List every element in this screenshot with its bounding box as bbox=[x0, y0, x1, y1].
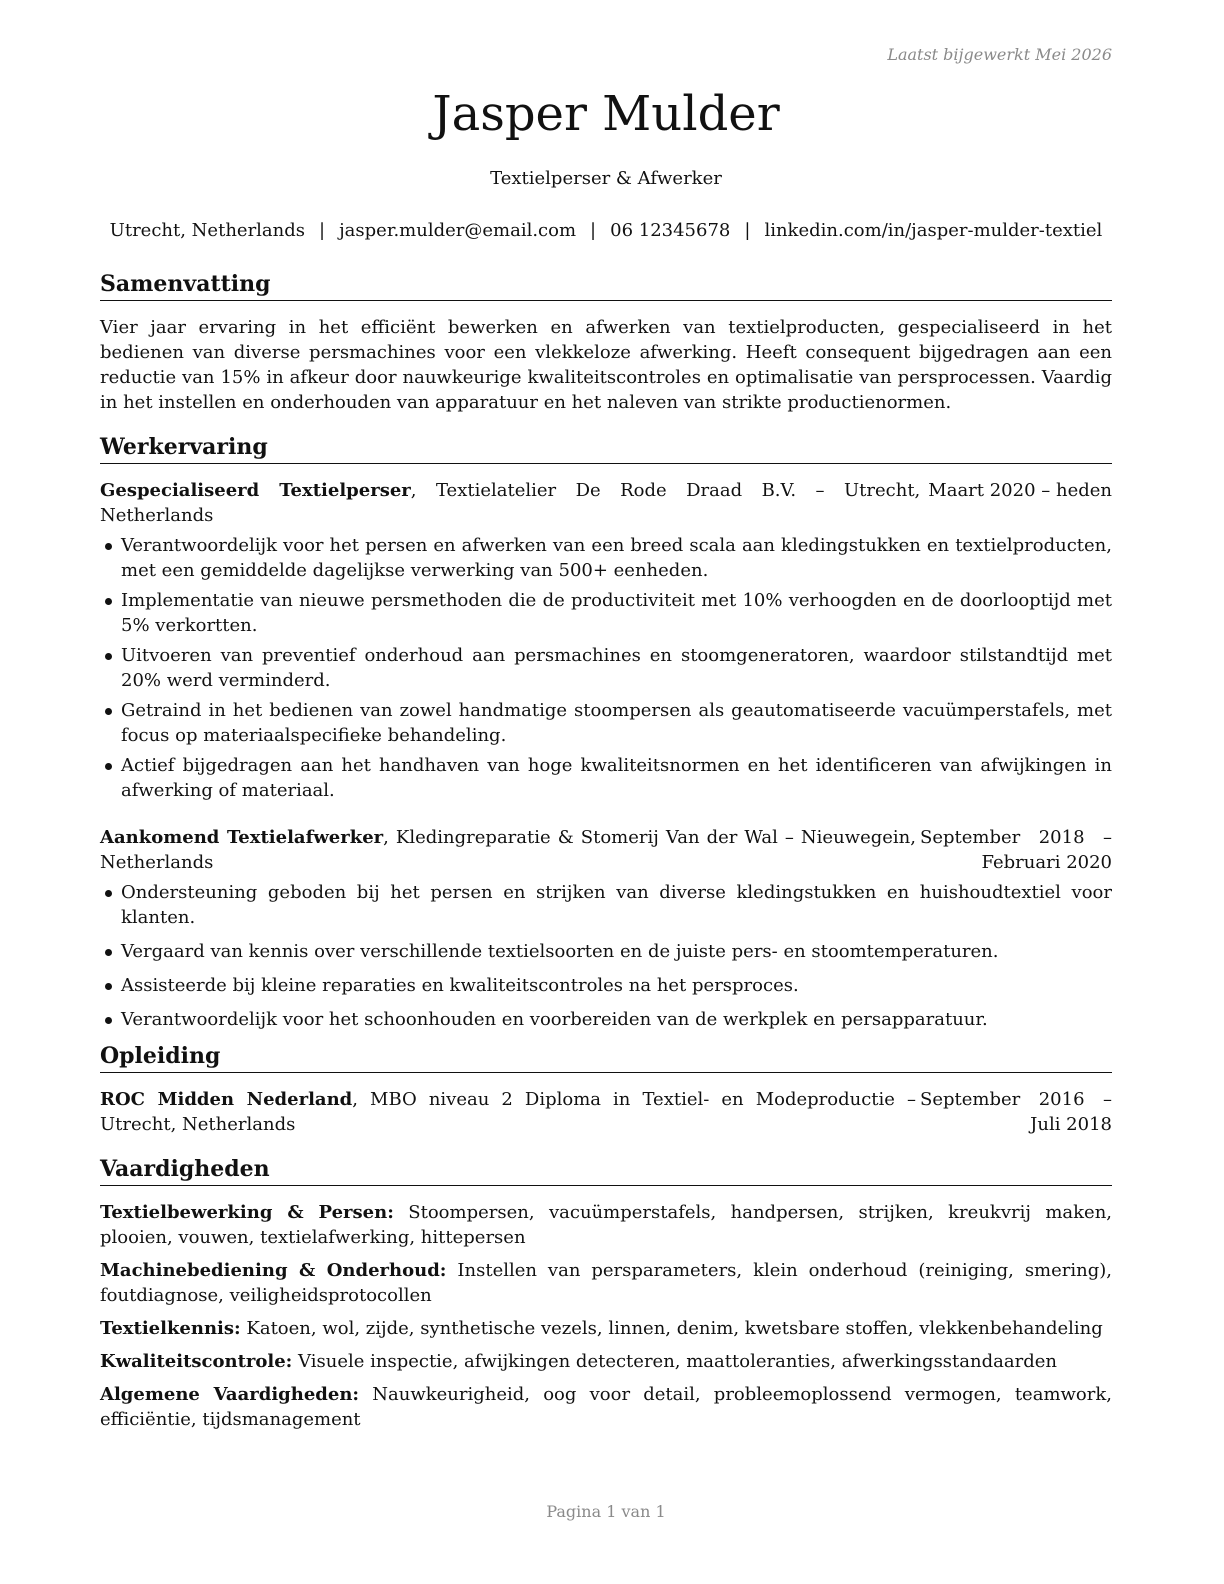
list-item: Verantwoordelijk voor het schoonhouden en voorbereiden van de werkplek en persapparatuur. bbox=[100, 1007, 1112, 1032]
contact-email[interactable]: jasper.mulder@email.com bbox=[339, 220, 577, 241]
skill-label: Kwaliteitscontrole: bbox=[100, 1351, 293, 1372]
experience-section bbox=[100, 433, 1112, 1032]
contact-location: Utrecht, Netherlands bbox=[109, 220, 306, 241]
skill-label: Textielbewerking & Persen: bbox=[100, 1202, 394, 1223]
job-company: , Textielatelier De Rode Draad B.V. – Utrecht, Netherlands bbox=[100, 480, 921, 526]
experience-heading: Werkervaring bbox=[100, 433, 1112, 464]
list-item: Assisteerde bij kleine reparaties en kwaliteitscontroles na het persproces. bbox=[100, 973, 1112, 998]
skill-row bbox=[100, 1316, 1112, 1341]
list-item: Verantwoordelijk voor het persen en afwerken van een breed scala aan kledingstukken en textielproducten, met een gemiddelde dagelijkse verwerking van 500+ eenheden. bbox=[100, 533, 1112, 583]
resume-content bbox=[100, 270, 1112, 1432]
skill-text: Katoen, wol, zijde, synthetische vezels, linnen, denim, kwetsbare stoffen, vlekkenbehandeling bbox=[240, 1318, 1103, 1339]
job-title: Textielperser & Afwerker bbox=[490, 168, 722, 189]
education-dates: September 2016 – Juli 2018 bbox=[920, 1089, 1112, 1135]
list-item: Implementatie van nieuwe persmethoden die de productiviteit met 10% verhoogden en de doorlooptijd met 5% verkortten. bbox=[100, 588, 1112, 638]
skill-label: Textielkennis: bbox=[100, 1318, 241, 1339]
education-entry bbox=[100, 1087, 1112, 1137]
skills-heading: Vaardigheden bbox=[100, 1155, 1112, 1186]
education-line bbox=[100, 1087, 916, 1137]
skill-text: Visuele inspectie, afwijkingen detecteren, maattoleranties, afwerkingsstandaarden bbox=[292, 1351, 1057, 1372]
skills-section bbox=[100, 1155, 1112, 1432]
job-role: Gespecialiseerd Textielperser bbox=[100, 480, 411, 501]
contact-linkedin[interactable]: linkedin.com/in/jasper-mulder-textiel bbox=[764, 220, 1103, 241]
skill-row bbox=[100, 1349, 1112, 1374]
skill-label: Machinebediening & Onderhoud: bbox=[100, 1260, 447, 1281]
skill-row bbox=[100, 1382, 1112, 1432]
list-item: Getraind in het bedienen van zowel handmatige stoompersen als geautomatiseerde vacuümperstafels, met focus op materiaalspecifieke behandeling. bbox=[100, 698, 1112, 748]
last-updated: Laatst bijgewerkt Mei 2026 bbox=[887, 45, 1112, 64]
job-dates: September 2018 – Februari 2020 bbox=[920, 827, 1112, 873]
skill-row bbox=[100, 1200, 1112, 1250]
summary-heading: Samenvatting bbox=[100, 270, 1112, 301]
skill-label: Algemene Vaardigheden: bbox=[100, 1384, 360, 1405]
list-item: Actief bijgedragen aan het handhaven van hoge kwaliteitsnormen en het identificeren van afwijkingen in afwerking of materiaal. bbox=[100, 753, 1112, 803]
summary-section bbox=[100, 270, 1112, 415]
skill-text: Nauwkeurigheid, oog voor detail, probleemoplossend vermogen, teamwork, efficiëntie, tijdsmanagement bbox=[100, 1384, 1112, 1430]
summary-text: Vier jaar ervaring in het efficiënt bewerken en afwerken van textielproducten, gespecialiseerd in het bedienen van diverse persmachines voor een vlekkeloze afwerking. Heeft consequent bijgedragen aan een reductie van 15% in afkeur door nauwkeurige kwaliteitscontroles en optimalisatie van persprocessen. Vaardig in het instellen en onderhouden van apparatuur en het naleven van strikte productienormen. bbox=[100, 317, 1112, 413]
skill-row bbox=[100, 1258, 1112, 1308]
job-header bbox=[100, 825, 1112, 875]
education-school: ROC Midden Nederland bbox=[100, 1089, 353, 1110]
skill-text: Stoompersen, vacuümperstafels, handpersen, strijken, kreukvrij maken, plooien, vouwen, textielafwerking, hittepersen bbox=[100, 1202, 1113, 1248]
resume-page bbox=[100, 0, 1112, 1584]
list-item: Uitvoeren van preventief onderhoud aan persmachines en stoomgeneratoren, waardoor stilstandtijd met 20% werd verminderd. bbox=[100, 643, 1112, 693]
contact-line bbox=[100, 220, 1112, 241]
skill-text: Instellen van persparameters, klein onderhoud (reiniging, smering), foutdiagnose, veiligheidsprotocollen bbox=[100, 1260, 1112, 1306]
job-header bbox=[100, 478, 1112, 528]
job-company: , Kledingreparatie & Stomerij Van der Wal – Nieuwegein, Netherlands bbox=[100, 827, 916, 873]
education-heading: Opleiding bbox=[100, 1042, 1112, 1073]
job-title-line bbox=[100, 825, 916, 875]
contact-phone[interactable]: 06 12345678 bbox=[610, 220, 731, 241]
education-section bbox=[100, 1042, 1112, 1137]
list-item: Ondersteuning geboden bij het persen en strijken van diverse kledingstukken en huishoudtextiel voor klanten. bbox=[100, 880, 1112, 930]
separator: | bbox=[744, 220, 751, 241]
job-role: Aankomend Textielafwerker bbox=[100, 827, 384, 848]
list-item: Vergaard van kennis over verschillende textielsoorten en de juiste pers- en stoomtemperaturen. bbox=[100, 939, 1112, 964]
separator: | bbox=[319, 220, 326, 241]
job-dates: Maart 2020 – heden bbox=[928, 480, 1112, 501]
job-bullets bbox=[100, 880, 1112, 1032]
job-title-line bbox=[100, 478, 920, 528]
job-bullets bbox=[100, 533, 1112, 803]
education-detail: , MBO niveau 2 Diploma in Textiel- en Modeproductie – Utrecht, Netherlands bbox=[100, 1089, 916, 1135]
separator: | bbox=[590, 220, 597, 241]
candidate-name: Jasper Mulder bbox=[432, 86, 780, 142]
page-number: Pagina 1 van 1 bbox=[546, 1502, 666, 1521]
